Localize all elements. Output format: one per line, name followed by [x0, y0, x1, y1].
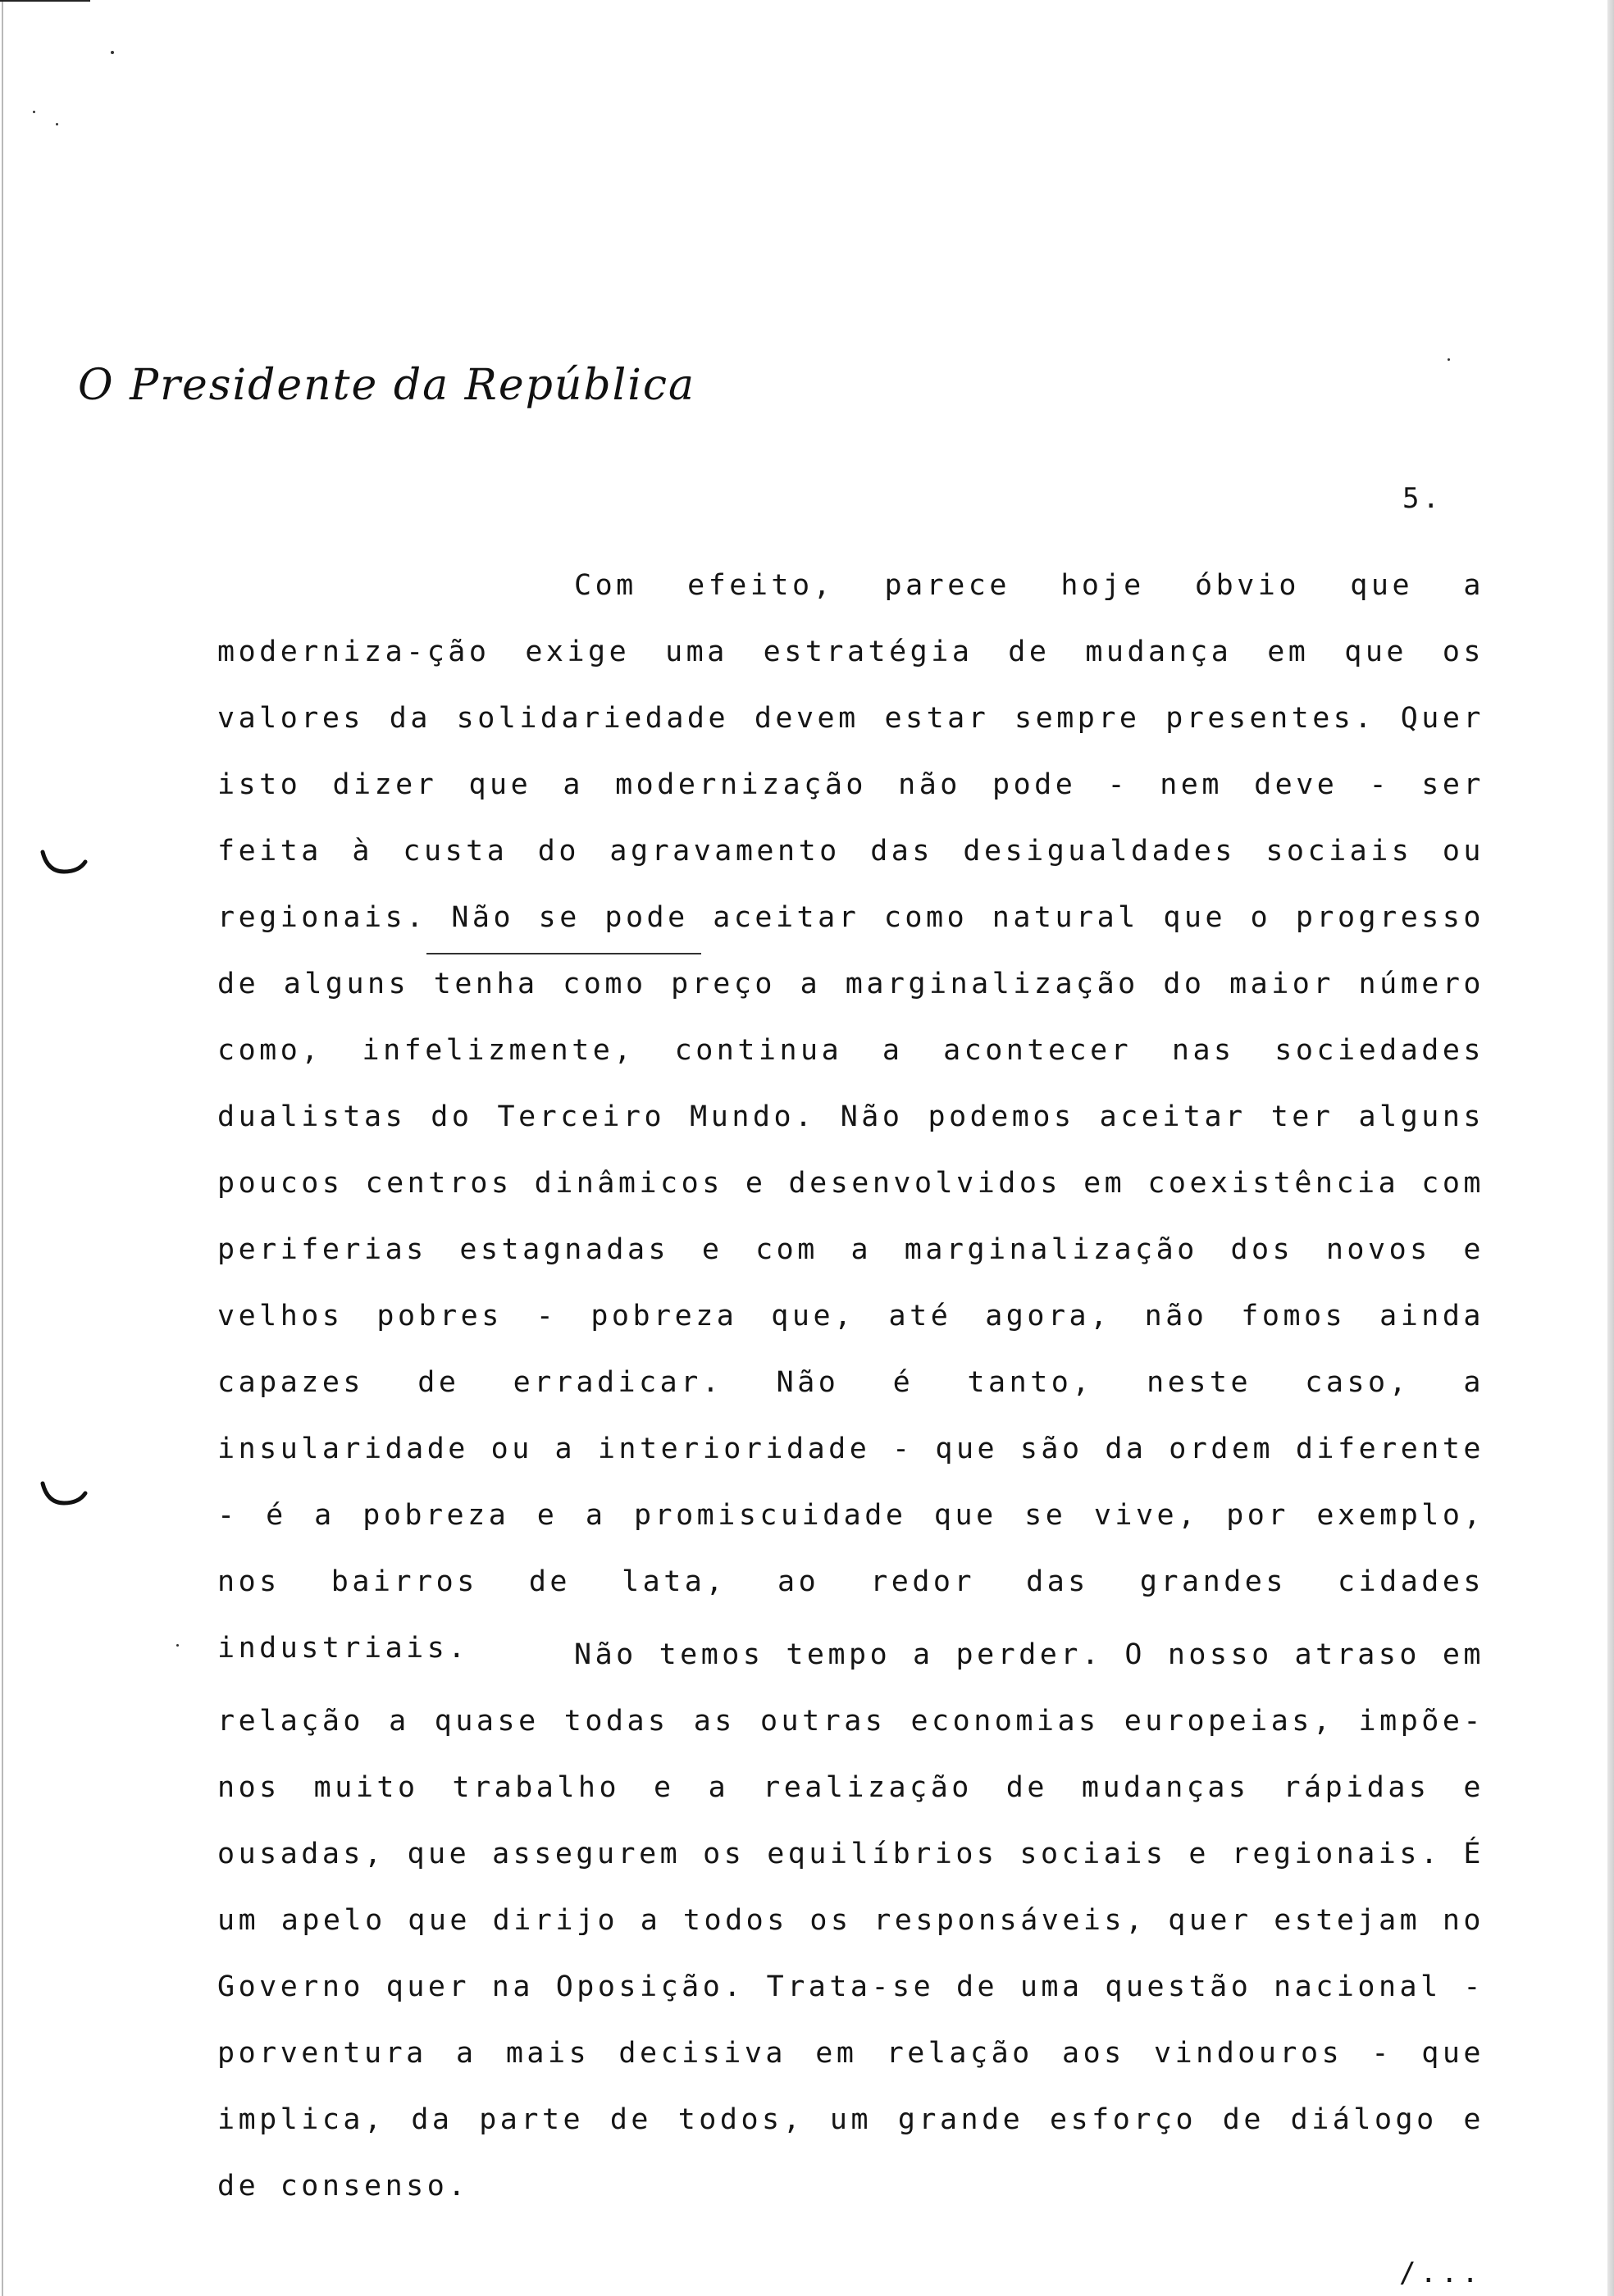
scan-top-mark	[0, 0, 90, 2]
scan-speck	[111, 51, 114, 54]
page-number: 5.	[1402, 482, 1443, 515]
scan-speck	[56, 123, 58, 125]
scan-left-edge	[2, 0, 3, 2296]
scan-speck	[33, 111, 35, 113]
punch-hole-mark	[39, 849, 89, 877]
body-paragraph-2: Não temos tempo a perder. O nosso atraso em relação a quase todas as outras economias europeias, impõe-nos muito trabalho e a realização de mudanças rápidas e ousadas, que assegurem os equilíbrios sociais e regionais. É um apelo que dirijo a todos os responsáveis, quer estejam no Governo quer na Oposição. Trata-se de uma questão nacional - porventura a mais decisiva em relação aos vindouros - que implica, da parte de todos, um grande esforço de diálogo e de consenso.	[217, 1638, 1484, 2203]
scan-right-edge	[1607, 0, 1614, 2296]
punch-hole-mark	[39, 1480, 89, 1508]
body-paragraph-1: Com efeito, parece hoje óbvio que a moderniza-ção exige uma estratégia de mudança em que os valores da solidariedade devem estar sempre presentes. Quer isto dizer que a modernização não pode - nem deve - ser feita à custa do agravamento das desigualdades sociais ou regionais. Não se pode aceitar como natural que o progresso de alguns tenha como preço a marginalização do maior número como, infelizmente, continua a acontecer nas sociedades dualistas do Terceiro Mundo. Não podemos aceitar ter alguns poucos centros dinâmicos e desenvolvidos em coexistência com periferias estagnadas e com a marginalização dos novos e velhos pobres - pobreza que, até agora, não fomos ainda capazes de erradicar. Não é tanto, neste caso, a insularidade ou a interioridade - que são da ordem diferente - é a pobreza e a promiscuidade que se vive, por exemplo, nos bairros de lata, ao redor das grandes cidades industriais.	[217, 569, 1484, 1665]
continuation-mark: /...	[1399, 2257, 1483, 2289]
handwritten-underline	[426, 953, 701, 954]
scan-speck	[1448, 358, 1450, 361]
letterhead: O Presidente da República	[78, 361, 696, 410]
scan-speck	[176, 1644, 179, 1647]
